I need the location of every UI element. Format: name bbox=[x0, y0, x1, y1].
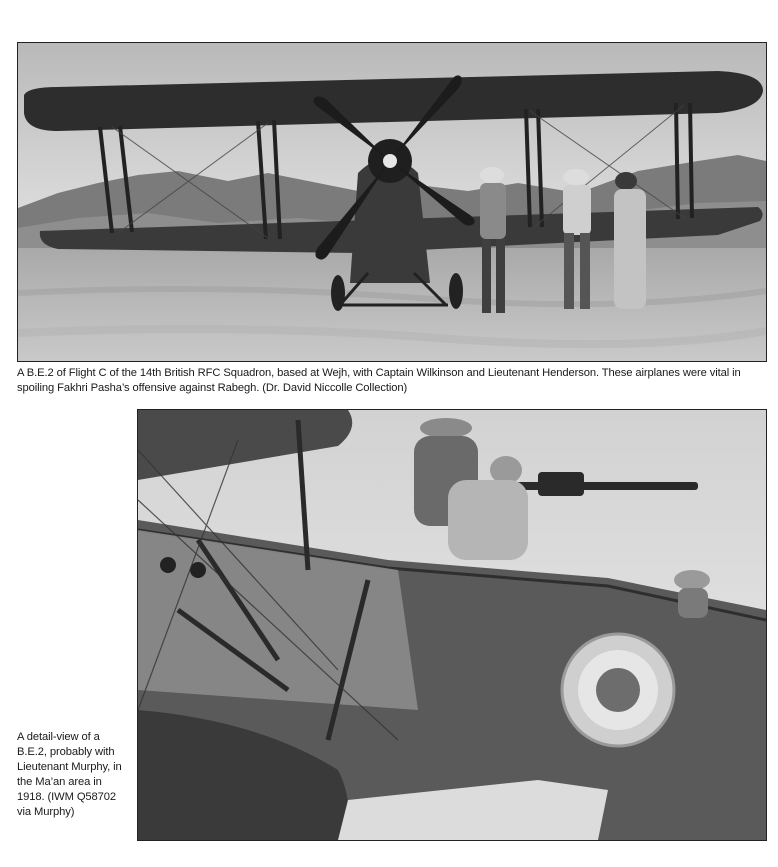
photo-biplane-detail bbox=[137, 409, 767, 841]
roundel-insignia bbox=[562, 634, 674, 746]
wheel-left bbox=[331, 275, 345, 311]
biplane-detail-illustration bbox=[138, 410, 766, 840]
wheel-right bbox=[449, 273, 463, 309]
caption-biplane-detail: A detail-view of a B.E.2, probably with Lieutenant Murphy, in the Ma’an area in 1918. (IWM Q58702 via Murphy) bbox=[17, 731, 122, 818]
caption-biplane-desert: A B.E.2 of Flight C of the 14th British RFC Squadron, based at Wejh, with Captain Wilkinson and Lieutenant Henderson. These airplanes were vital in spoiling Fakhri Pasha’s offensive against Rabegh. (Dr. David Niccolle Collection) bbox=[17, 367, 741, 394]
biplane-desert-illustration bbox=[18, 43, 766, 361]
photo-biplane-desert bbox=[17, 42, 767, 362]
